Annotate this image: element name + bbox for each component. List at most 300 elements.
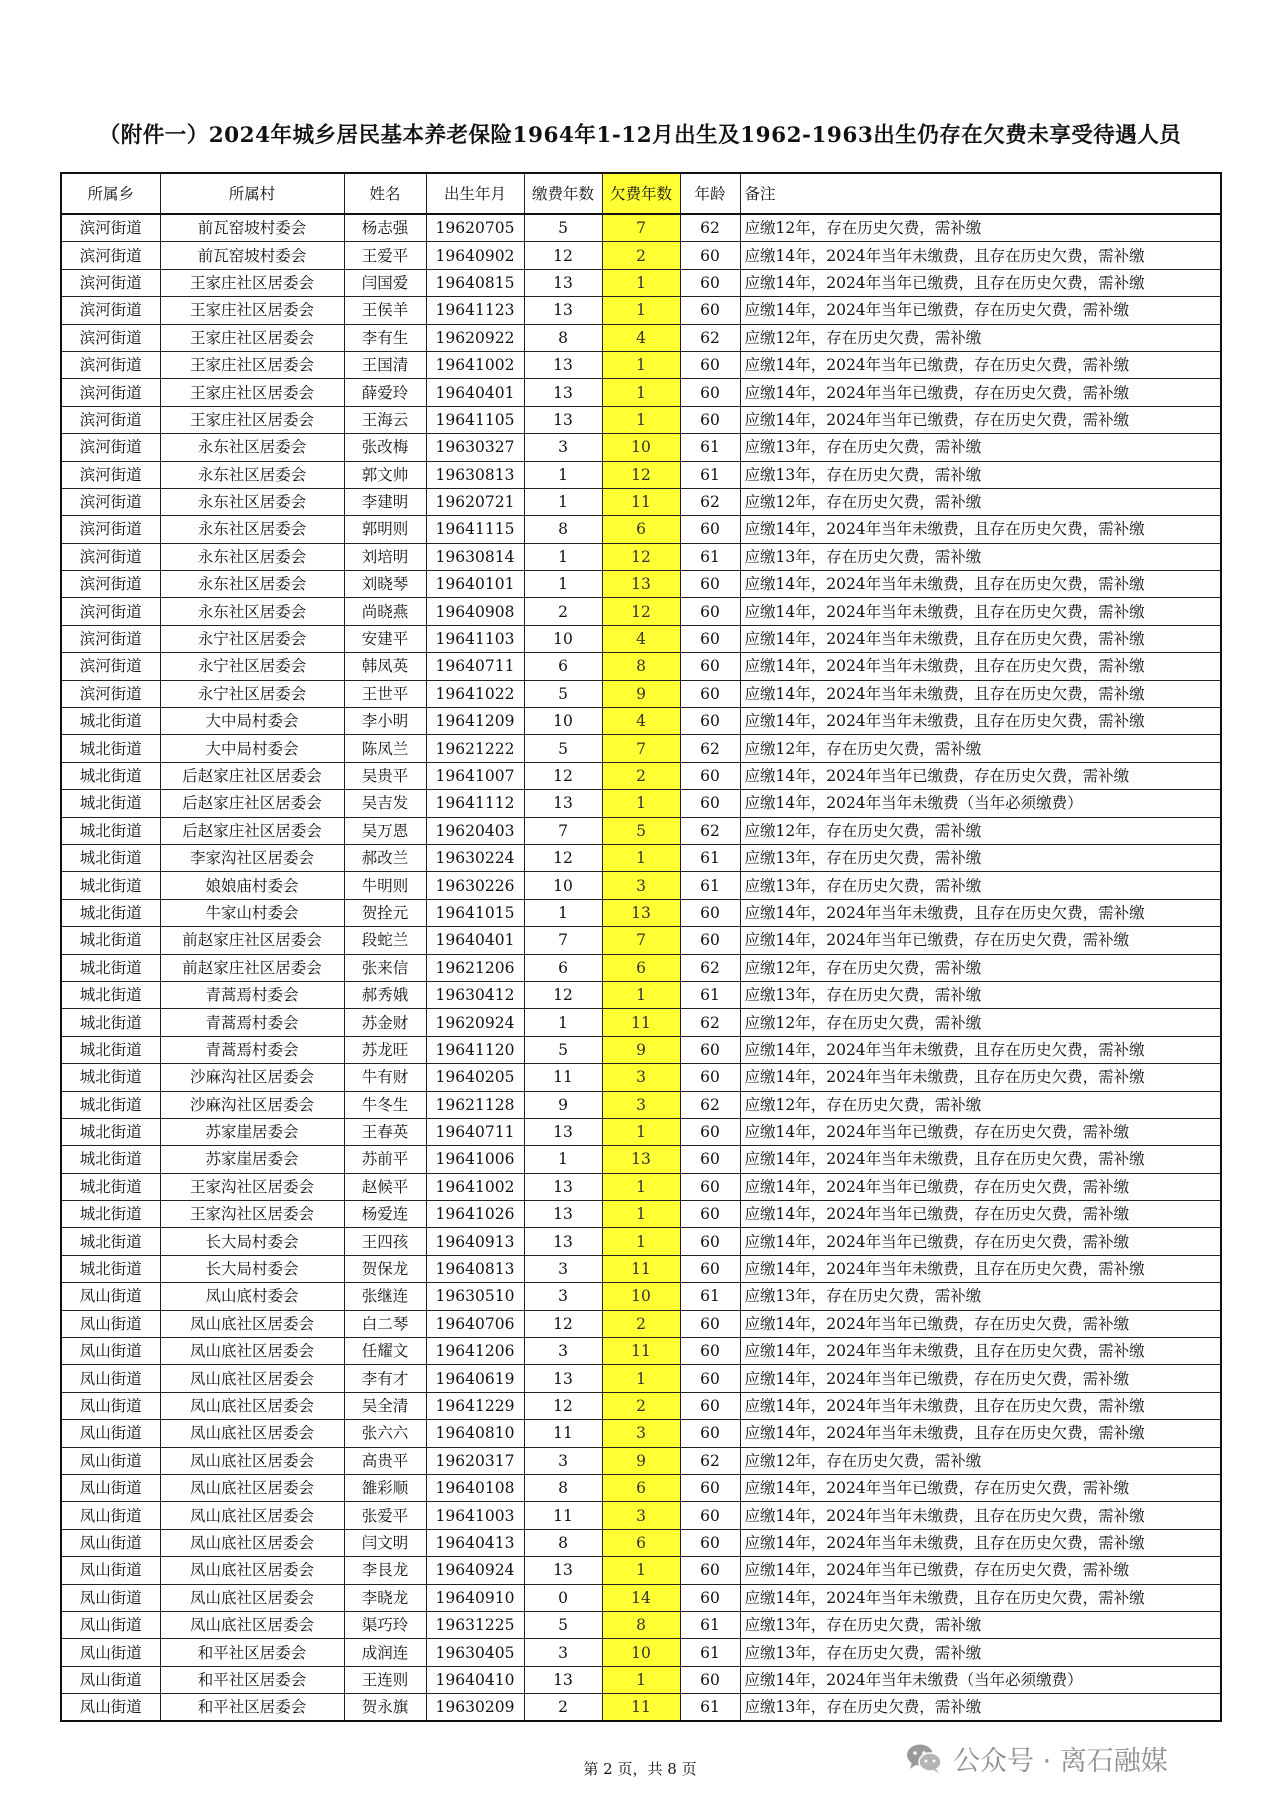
birth-date-cell: 19640913 — [426, 1228, 524, 1255]
remarks-cell: 应缴14年，2024年当年未缴费，且存在历史欠费，需补缴 — [740, 1338, 1221, 1365]
name-cell: 王侯羊 — [344, 297, 426, 324]
paid-years-cell: 1 — [524, 1146, 602, 1173]
table-row — [61, 1091, 1221, 1118]
paid-years-cell: 3 — [524, 1447, 602, 1474]
township-cell: 城北街道 — [61, 1091, 160, 1118]
table-row — [61, 899, 1221, 926]
col-header-paid-years: 缴费年数 — [524, 173, 602, 214]
arrears-years-cell: 1 — [602, 1201, 680, 1228]
table-row — [61, 1283, 1221, 1310]
name-cell: 李有才 — [344, 1365, 426, 1392]
township-cell: 城北街道 — [61, 735, 160, 762]
arrears-years-cell: 2 — [602, 242, 680, 269]
township-cell: 滨河街道 — [61, 516, 160, 543]
township-cell: 滨河街道 — [61, 598, 160, 625]
name-cell: 吴万恩 — [344, 817, 426, 844]
remarks-cell: 应缴14年，2024年当年未缴费（当年必须缴费） — [740, 790, 1221, 817]
paid-years-cell: 13 — [524, 406, 602, 433]
name-cell: 尚晓燕 — [344, 598, 426, 625]
remarks-cell: 应缴13年，存在历史欠费，需补缴 — [740, 543, 1221, 570]
birth-date-cell: 19640706 — [426, 1310, 524, 1337]
paid-years-cell: 1 — [524, 461, 602, 488]
table-row — [61, 1529, 1221, 1556]
paid-years-cell: 13 — [524, 1666, 602, 1693]
arrears-years-cell: 3 — [602, 872, 680, 899]
age-cell: 62 — [680, 488, 740, 515]
paid-years-cell: 7 — [524, 927, 602, 954]
township-cell: 凤山街道 — [61, 1338, 160, 1365]
township-cell: 凤山街道 — [61, 1611, 160, 1638]
village-cell: 凤山底社区居委会 — [160, 1338, 344, 1365]
township-cell: 滨河街道 — [61, 653, 160, 680]
col-header-arrears-years: 欠费年数 — [602, 173, 680, 214]
age-cell: 60 — [680, 1557, 740, 1584]
table-row — [61, 1666, 1221, 1693]
birth-date-cell: 19641022 — [426, 680, 524, 707]
village-cell: 永宁社区居委会 — [160, 653, 344, 680]
village-cell: 王家庄社区居委会 — [160, 379, 344, 406]
name-cell: 陈凤兰 — [344, 735, 426, 762]
arrears-years-cell: 1 — [602, 981, 680, 1008]
township-cell: 城北街道 — [61, 1146, 160, 1173]
village-cell: 大中局村委会 — [160, 735, 344, 762]
birth-date-cell: 19640924 — [426, 1557, 524, 1584]
remarks-cell: 应缴13年，存在历史欠费，需补缴 — [740, 1611, 1221, 1638]
paid-years-cell: 1 — [524, 1009, 602, 1036]
name-cell: 杨志强 — [344, 214, 426, 242]
table-row — [61, 242, 1221, 269]
birth-date-cell: 19641002 — [426, 1173, 524, 1200]
name-cell: 牛有财 — [344, 1064, 426, 1091]
arrears-years-cell: 13 — [602, 899, 680, 926]
paid-years-cell: 5 — [524, 1036, 602, 1063]
age-cell: 60 — [680, 1310, 740, 1337]
paid-years-cell: 12 — [524, 981, 602, 1008]
age-cell: 60 — [680, 1420, 740, 1447]
paid-years-cell: 12 — [524, 1392, 602, 1419]
name-cell: 郭明则 — [344, 516, 426, 543]
birth-date-cell: 19640619 — [426, 1365, 524, 1392]
arrears-roster-table — [60, 172, 1222, 1722]
paid-years-cell: 12 — [524, 242, 602, 269]
paid-years-cell: 1 — [524, 543, 602, 570]
arrears-years-cell: 2 — [602, 1310, 680, 1337]
name-cell: 郝秀娥 — [344, 981, 426, 1008]
remarks-cell: 应缴12年，存在历史欠费，需补缴 — [740, 1091, 1221, 1118]
remarks-cell: 应缴12年，存在历史欠费，需补缴 — [740, 1009, 1221, 1036]
age-cell: 62 — [680, 324, 740, 351]
table-row — [61, 844, 1221, 871]
birth-date-cell: 19620403 — [426, 817, 524, 844]
township-cell: 凤山街道 — [61, 1557, 160, 1584]
remarks-cell: 应缴14年，2024年当年已缴费，存在历史欠费，需补缴 — [740, 1118, 1221, 1145]
paid-years-cell: 10 — [524, 872, 602, 899]
birth-date-cell: 19640815 — [426, 269, 524, 296]
paid-years-cell: 9 — [524, 1091, 602, 1118]
table-row — [61, 625, 1221, 652]
remarks-cell: 应缴14年，2024年当年未缴费，且存在历史欠费，需补缴 — [740, 708, 1221, 735]
remarks-cell: 应缴14年，2024年当年未缴费，且存在历史欠费，需补缴 — [740, 1529, 1221, 1556]
village-cell: 前赵家庄社区居委会 — [160, 927, 344, 954]
paid-years-cell: 7 — [524, 817, 602, 844]
name-cell: 张继连 — [344, 1283, 426, 1310]
col-header-age: 年龄 — [680, 173, 740, 214]
paid-years-cell: 6 — [524, 653, 602, 680]
page-number: 第 2 页，共 8 页 — [583, 1760, 697, 1778]
township-cell: 凤山街道 — [61, 1392, 160, 1419]
remarks-cell: 应缴14年，2024年当年未缴费，且存在历史欠费，需补缴 — [740, 571, 1221, 598]
table-row — [61, 762, 1221, 789]
age-cell: 60 — [680, 1255, 740, 1282]
age-cell: 60 — [680, 1201, 740, 1228]
arrears-years-cell: 6 — [602, 1529, 680, 1556]
table-row — [61, 1420, 1221, 1447]
township-cell: 凤山街道 — [61, 1502, 160, 1529]
table-row — [61, 434, 1221, 461]
name-cell: 刘培明 — [344, 543, 426, 570]
township-cell: 城北街道 — [61, 844, 160, 871]
remarks-cell: 应缴14年，2024年当年未缴费，且存在历史欠费，需补缴 — [740, 899, 1221, 926]
township-cell: 滨河街道 — [61, 324, 160, 351]
name-cell: 苏龙旺 — [344, 1036, 426, 1063]
township-cell: 滨河街道 — [61, 406, 160, 433]
name-cell: 郝改兰 — [344, 844, 426, 871]
birth-date-cell: 19620924 — [426, 1009, 524, 1036]
remarks-cell: 应缴14年，2024年当年已缴费，存在历史欠费，需补缴 — [740, 1557, 1221, 1584]
township-cell: 滨河街道 — [61, 543, 160, 570]
watermark — [905, 1736, 1168, 1780]
table-row — [61, 269, 1221, 296]
age-cell: 60 — [680, 680, 740, 707]
township-cell: 滨河街道 — [61, 379, 160, 406]
name-cell: 牛冬生 — [344, 1091, 426, 1118]
arrears-years-cell: 10 — [602, 1639, 680, 1666]
document-title: （附件一）2024年城乡居民基本养老保险1964年1-12月出生及1962-1963出生仍存在欠费未享受待遇人员 — [98, 123, 1182, 148]
village-cell: 和平社区居委会 — [160, 1666, 344, 1693]
table-row — [61, 790, 1221, 817]
col-header-township: 所属乡 — [61, 173, 160, 214]
remarks-cell: 应缴14年，2024年当年未缴费，且存在历史欠费，需补缴 — [740, 1502, 1221, 1529]
township-cell: 城北街道 — [61, 790, 160, 817]
arrears-years-cell: 1 — [602, 1228, 680, 1255]
village-cell: 凤山底社区居委会 — [160, 1502, 344, 1529]
table-row — [61, 351, 1221, 378]
age-cell: 60 — [680, 351, 740, 378]
remarks-cell: 应缴14年，2024年当年已缴费，存在历史欠费，需补缴 — [740, 762, 1221, 789]
table-row — [61, 1228, 1221, 1255]
village-cell: 前瓦窑坡村委会 — [160, 242, 344, 269]
arrears-years-cell: 1 — [602, 1666, 680, 1693]
age-cell: 60 — [680, 1474, 740, 1501]
township-cell: 滨河街道 — [61, 434, 160, 461]
township-cell: 城北街道 — [61, 981, 160, 1008]
name-cell: 李艮龙 — [344, 1557, 426, 1584]
paid-years-cell: 6 — [524, 954, 602, 981]
remarks-cell: 应缴14年，2024年当年已缴费，存在历史欠费，需补缴 — [740, 1201, 1221, 1228]
arrears-years-cell: 1 — [602, 844, 680, 871]
remarks-cell: 应缴13年，存在历史欠费，需补缴 — [740, 461, 1221, 488]
remarks-cell: 应缴14年，2024年当年已缴费，存在历史欠费，需补缴 — [740, 351, 1221, 378]
village-cell: 永东社区居委会 — [160, 543, 344, 570]
village-cell: 青蒿焉村委会 — [160, 1009, 344, 1036]
name-cell: 高贵平 — [344, 1447, 426, 1474]
table-row — [61, 680, 1221, 707]
table-row — [61, 817, 1221, 844]
name-cell: 王爱平 — [344, 242, 426, 269]
age-cell: 60 — [680, 708, 740, 735]
name-cell: 雒彩顺 — [344, 1474, 426, 1501]
age-cell: 60 — [680, 571, 740, 598]
arrears-years-cell: 1 — [602, 1557, 680, 1584]
table-row — [61, 1009, 1221, 1036]
village-cell: 娘娘庙村委会 — [160, 872, 344, 899]
table-row — [61, 1474, 1221, 1501]
village-cell: 沙麻沟社区居委会 — [160, 1091, 344, 1118]
remarks-cell: 应缴13年，存在历史欠费，需补缴 — [740, 844, 1221, 871]
remarks-cell: 应缴14年，2024年当年已缴费，存在历史欠费，需补缴 — [740, 406, 1221, 433]
arrears-years-cell: 7 — [602, 735, 680, 762]
township-cell: 城北街道 — [61, 1009, 160, 1036]
remarks-cell: 应缴12年，存在历史欠费，需补缴 — [740, 324, 1221, 351]
age-cell: 61 — [680, 844, 740, 871]
remarks-cell: 应缴14年，2024年当年未缴费，且存在历史欠费，需补缴 — [740, 1064, 1221, 1091]
name-cell: 李小明 — [344, 708, 426, 735]
township-cell: 城北街道 — [61, 1173, 160, 1200]
remarks-cell: 应缴14年，2024年当年已缴费，存在历史欠费，需补缴 — [740, 379, 1221, 406]
village-cell: 凤山底社区居委会 — [160, 1365, 344, 1392]
remarks-cell: 应缴14年，2024年当年未缴费，且存在历史欠费，需补缴 — [740, 598, 1221, 625]
township-cell: 凤山街道 — [61, 1283, 160, 1310]
village-cell: 长大局村委会 — [160, 1255, 344, 1282]
paid-years-cell: 8 — [524, 1529, 602, 1556]
name-cell: 牛明则 — [344, 872, 426, 899]
township-cell: 凤山街道 — [61, 1310, 160, 1337]
table-row — [61, 598, 1221, 625]
name-cell: 闫国爱 — [344, 269, 426, 296]
arrears-years-cell: 1 — [602, 406, 680, 433]
paid-years-cell: 8 — [524, 516, 602, 543]
table-row — [61, 1611, 1221, 1638]
remarks-cell: 应缴14年，2024年当年已缴费，存在历史欠费，需补缴 — [740, 927, 1221, 954]
table-row — [61, 1036, 1221, 1063]
remarks-cell: 应缴14年，2024年当年未缴费，且存在历史欠费，需补缴 — [740, 1146, 1221, 1173]
village-cell: 青蒿焉村委会 — [160, 981, 344, 1008]
arrears-years-cell: 1 — [602, 351, 680, 378]
township-cell: 城北街道 — [61, 872, 160, 899]
village-cell: 凤山底社区居委会 — [160, 1310, 344, 1337]
name-cell: 李有生 — [344, 324, 426, 351]
paid-years-cell: 11 — [524, 1502, 602, 1529]
table-row — [61, 1201, 1221, 1228]
village-cell: 李家沟社区居委会 — [160, 844, 344, 871]
table-row — [61, 735, 1221, 762]
township-cell: 滨河街道 — [61, 297, 160, 324]
paid-years-cell: 12 — [524, 844, 602, 871]
age-cell: 61 — [680, 434, 740, 461]
arrears-years-cell: 7 — [602, 927, 680, 954]
arrears-years-cell: 9 — [602, 1036, 680, 1063]
paid-years-cell: 13 — [524, 1365, 602, 1392]
arrears-years-cell: 10 — [602, 434, 680, 461]
arrears-years-cell: 9 — [602, 680, 680, 707]
village-cell: 永东社区居委会 — [160, 598, 344, 625]
remarks-cell: 应缴14年，2024年当年未缴费，且存在历史欠费，需补缴 — [740, 653, 1221, 680]
age-cell: 60 — [680, 516, 740, 543]
age-cell: 60 — [680, 297, 740, 324]
birth-date-cell: 19630412 — [426, 981, 524, 1008]
paid-years-cell: 13 — [524, 1557, 602, 1584]
birth-date-cell: 19620317 — [426, 1447, 524, 1474]
remarks-cell: 应缴14年，2024年当年未缴费，且存在历史欠费，需补缴 — [740, 625, 1221, 652]
name-cell: 郭文帅 — [344, 461, 426, 488]
birth-date-cell: 19641206 — [426, 1338, 524, 1365]
village-cell: 永东社区居委会 — [160, 488, 344, 515]
table-row — [61, 981, 1221, 1008]
arrears-years-cell: 1 — [602, 1173, 680, 1200]
village-cell: 王家庄社区居委会 — [160, 297, 344, 324]
age-cell: 61 — [680, 981, 740, 1008]
name-cell: 吴全清 — [344, 1392, 426, 1419]
name-cell: 王世平 — [344, 680, 426, 707]
township-cell: 城北街道 — [61, 1036, 160, 1063]
table-row — [61, 461, 1221, 488]
paid-years-cell: 3 — [524, 1639, 602, 1666]
township-cell: 凤山街道 — [61, 1694, 160, 1722]
paid-years-cell: 5 — [524, 1611, 602, 1638]
birth-date-cell: 19640401 — [426, 927, 524, 954]
birth-date-cell: 19640410 — [426, 1666, 524, 1693]
birth-date-cell: 19641229 — [426, 1392, 524, 1419]
arrears-years-cell: 9 — [602, 1447, 680, 1474]
birth-date-cell: 19640813 — [426, 1255, 524, 1282]
paid-years-cell: 11 — [524, 1420, 602, 1447]
township-cell: 滨河街道 — [61, 351, 160, 378]
paid-years-cell: 3 — [524, 1283, 602, 1310]
col-header-remarks: 备注 — [740, 173, 1221, 214]
age-cell: 60 — [680, 242, 740, 269]
village-cell: 青蒿焉村委会 — [160, 1036, 344, 1063]
arrears-years-cell: 12 — [602, 543, 680, 570]
paid-years-cell: 13 — [524, 297, 602, 324]
birth-date-cell: 19640908 — [426, 598, 524, 625]
paid-years-cell: 10 — [524, 625, 602, 652]
township-cell: 滨河街道 — [61, 214, 160, 242]
age-cell: 60 — [680, 1666, 740, 1693]
village-cell: 沙麻沟社区居委会 — [160, 1064, 344, 1091]
paid-years-cell: 13 — [524, 1173, 602, 1200]
arrears-years-cell: 3 — [602, 1420, 680, 1447]
remarks-cell: 应缴14年，2024年当年未缴费，且存在历史欠费，需补缴 — [740, 1584, 1221, 1611]
remarks-cell: 应缴12年，存在历史欠费，需补缴 — [740, 817, 1221, 844]
arrears-years-cell: 11 — [602, 1255, 680, 1282]
birth-date-cell: 19630226 — [426, 872, 524, 899]
name-cell: 白二琴 — [344, 1310, 426, 1337]
village-cell: 王家庄社区居委会 — [160, 269, 344, 296]
age-cell: 61 — [680, 1283, 740, 1310]
township-cell: 城北街道 — [61, 927, 160, 954]
wechat-icon — [905, 1742, 943, 1774]
birth-date-cell: 19641015 — [426, 899, 524, 926]
age-cell: 60 — [680, 927, 740, 954]
age-cell: 60 — [680, 598, 740, 625]
village-cell: 永东社区居委会 — [160, 461, 344, 488]
village-cell: 和平社区居委会 — [160, 1694, 344, 1722]
remarks-cell: 应缴14年，2024年当年未缴费，且存在历史欠费，需补缴 — [740, 1255, 1221, 1282]
name-cell: 成润连 — [344, 1639, 426, 1666]
arrears-years-cell: 1 — [602, 297, 680, 324]
table-row — [61, 1118, 1221, 1145]
arrears-years-cell: 8 — [602, 653, 680, 680]
table-row — [61, 653, 1221, 680]
village-cell: 永东社区居委会 — [160, 434, 344, 461]
age-cell: 60 — [680, 1228, 740, 1255]
village-cell: 后赵家庄社区居委会 — [160, 790, 344, 817]
township-cell: 城北街道 — [61, 899, 160, 926]
paid-years-cell: 13 — [524, 269, 602, 296]
arrears-years-cell: 3 — [602, 1091, 680, 1118]
birth-date-cell: 19620922 — [426, 324, 524, 351]
birth-date-cell: 19620721 — [426, 488, 524, 515]
township-cell: 滨河街道 — [61, 242, 160, 269]
table-row — [61, 214, 1221, 242]
name-cell: 安建平 — [344, 625, 426, 652]
birth-date-cell: 19641115 — [426, 516, 524, 543]
arrears-years-cell: 13 — [602, 1146, 680, 1173]
township-cell: 凤山街道 — [61, 1639, 160, 1666]
birth-date-cell: 19631225 — [426, 1611, 524, 1638]
village-cell: 凤山底社区居委会 — [160, 1557, 344, 1584]
table-row — [61, 1447, 1221, 1474]
paid-years-cell: 3 — [524, 1255, 602, 1282]
table-row — [61, 324, 1221, 351]
col-header-village: 所属村 — [160, 173, 344, 214]
table-row — [61, 708, 1221, 735]
remarks-cell: 应缴14年，2024年当年未缴费，且存在历史欠费，需补缴 — [740, 516, 1221, 543]
table-row — [61, 488, 1221, 515]
village-cell: 永东社区居委会 — [160, 516, 344, 543]
age-cell: 60 — [680, 406, 740, 433]
village-cell: 永宁社区居委会 — [160, 680, 344, 707]
remarks-cell: 应缴14年，2024年当年未缴费，且存在历史欠费，需补缴 — [740, 1392, 1221, 1419]
birth-date-cell: 19620705 — [426, 214, 524, 242]
birth-date-cell: 19621128 — [426, 1091, 524, 1118]
arrears-years-cell: 11 — [602, 1694, 680, 1722]
name-cell: 张爱平 — [344, 1502, 426, 1529]
paid-years-cell: 13 — [524, 790, 602, 817]
name-cell: 张六六 — [344, 1420, 426, 1447]
name-cell: 王海云 — [344, 406, 426, 433]
township-cell: 滨河街道 — [61, 625, 160, 652]
township-cell: 凤山街道 — [61, 1365, 160, 1392]
table-row — [61, 1584, 1221, 1611]
paid-years-cell: 5 — [524, 214, 602, 242]
age-cell: 62 — [680, 214, 740, 242]
arrears-years-cell: 4 — [602, 324, 680, 351]
birth-date-cell: 19640205 — [426, 1064, 524, 1091]
arrears-years-cell: 6 — [602, 1474, 680, 1501]
age-cell: 61 — [680, 1639, 740, 1666]
birth-date-cell: 19630814 — [426, 543, 524, 570]
paid-years-cell: 13 — [524, 1118, 602, 1145]
paid-years-cell: 8 — [524, 324, 602, 351]
name-cell: 王春英 — [344, 1118, 426, 1145]
remarks-cell: 应缴13年，存在历史欠费，需补缴 — [740, 1283, 1221, 1310]
name-cell: 张改梅 — [344, 434, 426, 461]
name-cell: 王国清 — [344, 351, 426, 378]
township-cell: 城北街道 — [61, 1064, 160, 1091]
age-cell: 62 — [680, 1447, 740, 1474]
age-cell: 60 — [680, 1146, 740, 1173]
